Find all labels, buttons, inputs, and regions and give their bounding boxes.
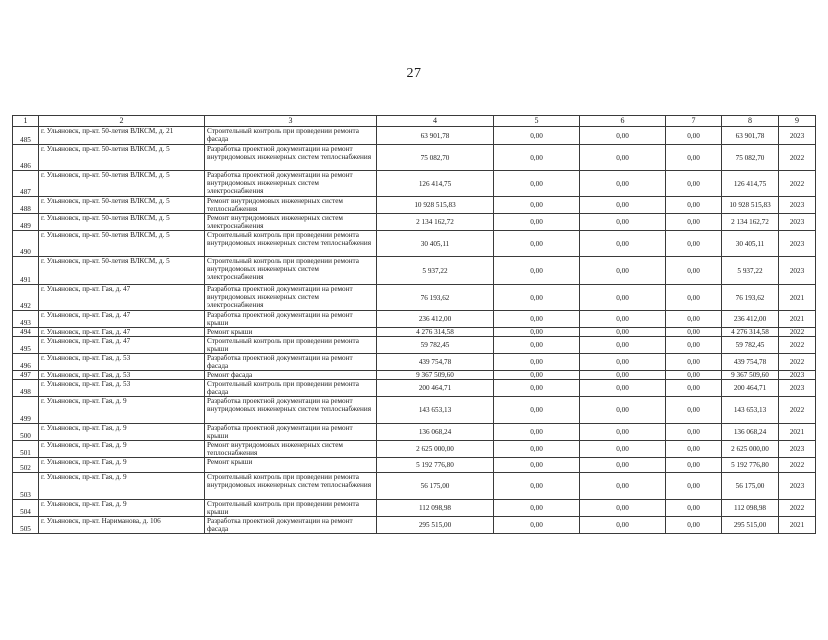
cost-cell-col8: 2 134 162,72 (722, 214, 779, 231)
cost-cell-col5: 0,00 (494, 285, 580, 311)
address-cell: г. Ульяновск, пр-кт. 50-летия ВЛКСМ, д. 21 (39, 127, 205, 145)
row-number: 499 (13, 397, 39, 424)
row-number: 498 (13, 380, 39, 397)
column-header: 3 (205, 116, 377, 127)
cost-cell-col5: 0,00 (494, 231, 580, 257)
cost-cell-col7: 0,00 (666, 311, 722, 328)
address-cell: г. Ульяновск, пр-кт. 50-летия ВЛКСМ, д. 5 (39, 257, 205, 285)
address-cell: г. Ульяновск, пр-кт. Гая, д. 47 (39, 328, 205, 337)
work-type-cell: Разработка проектной документации на ремонт внутридомовых инженерных систем теплоснабжения (205, 397, 377, 424)
table-row (13, 354, 816, 371)
page-number: 27 (406, 66, 422, 81)
cost-cell-col6: 0,00 (580, 231, 666, 257)
row-number: 491 (13, 257, 39, 285)
cost-cell-col6: 0,00 (580, 197, 666, 214)
work-type-cell: Разработка проектной документации на ремонт крыши (205, 311, 377, 328)
cost-cell-col8: 112 098,98 (722, 500, 779, 517)
cost-cell-col6: 0,00 (580, 441, 666, 458)
work-type-cell: Строительный контроль при проведении ремонта внутридомовых инженерных систем теплоснабжения (205, 473, 377, 500)
cost-cell-col8: 10 928 515,83 (722, 197, 779, 214)
work-type-cell: Строительный контроль при проведении ремонта фасада (205, 127, 377, 145)
cost-cell-col7: 0,00 (666, 285, 722, 311)
cost-cell-col8: 76 193,62 (722, 285, 779, 311)
cost-cell-col5: 0,00 (494, 517, 580, 534)
total-cost-cell: 2 625 000,00 (377, 441, 494, 458)
year-cell: 2022 (779, 500, 816, 517)
total-cost-cell: 143 653,13 (377, 397, 494, 424)
table-row (13, 197, 816, 214)
work-type-cell: Разработка проектной документации на ремонт фасада (205, 517, 377, 534)
cost-cell-col6: 0,00 (580, 171, 666, 197)
year-cell: 2021 (779, 424, 816, 441)
total-cost-cell: 63 901,78 (377, 127, 494, 145)
cost-cell-col6: 0,00 (580, 397, 666, 424)
address-cell: г. Ульяновск, пр-кт. 50-летия ВЛКСМ, д. 5 (39, 231, 205, 257)
address-cell: г. Ульяновск, пр-кт. Гая, д. 9 (39, 424, 205, 441)
address-cell: г. Ульяновск, пр-кт. 50-летия ВЛКСМ, д. 5 (39, 145, 205, 171)
year-cell: 2023 (779, 441, 816, 458)
cost-cell-col8: 63 901,78 (722, 127, 779, 145)
year-cell: 2023 (779, 214, 816, 231)
cost-cell-col5: 0,00 (494, 473, 580, 500)
table-row (13, 171, 816, 197)
year-cell: 2021 (779, 285, 816, 311)
cost-cell-col8: 59 782,45 (722, 337, 779, 354)
total-cost-cell: 10 928 515,83 (377, 197, 494, 214)
column-header: 6 (580, 116, 666, 127)
cost-cell-col6: 0,00 (580, 127, 666, 145)
total-cost-cell: 59 782,45 (377, 337, 494, 354)
row-number: 505 (13, 517, 39, 534)
cost-cell-col5: 0,00 (494, 458, 580, 473)
cost-cell-col7: 0,00 (666, 171, 722, 197)
cost-cell-col5: 0,00 (494, 171, 580, 197)
cost-cell-col7: 0,00 (666, 380, 722, 397)
year-cell: 2021 (779, 517, 816, 534)
cost-cell-col8: 5 937,22 (722, 257, 779, 285)
cost-cell-col8: 75 082,70 (722, 145, 779, 171)
cost-cell-col7: 0,00 (666, 337, 722, 354)
work-type-cell: Ремонт внутридомовых инженерных систем теплоснабжения (205, 197, 377, 214)
cost-cell-col6: 0,00 (580, 500, 666, 517)
row-number: 490 (13, 231, 39, 257)
address-cell: г. Ульяновск, пр-кт. 50-летия ВЛКСМ, д. 5 (39, 171, 205, 197)
cost-cell-col7: 0,00 (666, 214, 722, 231)
year-cell: 2022 (779, 397, 816, 424)
cost-cell-col6: 0,00 (580, 257, 666, 285)
year-cell: 2022 (779, 354, 816, 371)
cost-cell-col8: 9 367 509,60 (722, 371, 779, 380)
table-row (13, 145, 816, 171)
table-row (13, 380, 816, 397)
address-cell: г. Ульяновск, пр-кт. Гая, д. 53 (39, 371, 205, 380)
address-cell: г. Ульяновск, пр-кт. Гая, д. 9 (39, 397, 205, 424)
cost-cell-col7: 0,00 (666, 354, 722, 371)
cost-cell-col5: 0,00 (494, 145, 580, 171)
cost-cell-col5: 0,00 (494, 311, 580, 328)
row-number: 504 (13, 500, 39, 517)
year-cell: 2023 (779, 197, 816, 214)
work-type-cell: Разработка проектной документации на ремонт внутридомовых инженерных систем электроснабжения (205, 171, 377, 197)
cost-cell-col6: 0,00 (580, 354, 666, 371)
cost-cell-col7: 0,00 (666, 441, 722, 458)
row-number: 501 (13, 441, 39, 458)
repair-program-table (12, 115, 816, 534)
table-row (13, 473, 816, 500)
cost-cell-col8: 136 068,24 (722, 424, 779, 441)
table-header-row (13, 116, 816, 127)
cost-cell-col8: 30 405,11 (722, 231, 779, 257)
table-row (13, 257, 816, 285)
row-number: 500 (13, 424, 39, 441)
year-cell: 2022 (779, 145, 816, 171)
table-row (13, 458, 816, 473)
work-type-cell: Строительный контроль при проведении ремонта крыши (205, 500, 377, 517)
cost-cell-col8: 2 625 000,00 (722, 441, 779, 458)
work-type-cell: Разработка проектной документации на ремонт внутридомовых инженерных систем электроснабжения (205, 285, 377, 311)
address-cell: г. Ульяновск, пр-кт. Гая, д. 9 (39, 500, 205, 517)
row-number: 497 (13, 371, 39, 380)
cost-cell-col8: 56 175,00 (722, 473, 779, 500)
cost-cell-col6: 0,00 (580, 424, 666, 441)
address-cell: г. Ульяновск, пр-кт. Гая, д. 53 (39, 354, 205, 371)
total-cost-cell: 136 068,24 (377, 424, 494, 441)
row-number: 492 (13, 285, 39, 311)
cost-cell-col5: 0,00 (494, 371, 580, 380)
table-row (13, 500, 816, 517)
cost-cell-col7: 0,00 (666, 424, 722, 441)
table-row (13, 397, 816, 424)
row-number: 488 (13, 197, 39, 214)
cost-cell-col5: 0,00 (494, 500, 580, 517)
row-number: 496 (13, 354, 39, 371)
work-type-cell: Ремонт крыши (205, 458, 377, 473)
year-cell: 2023 (779, 127, 816, 145)
cost-cell-col6: 0,00 (580, 371, 666, 380)
table-row (13, 337, 816, 354)
year-cell: 2021 (779, 311, 816, 328)
cost-cell-col8: 126 414,75 (722, 171, 779, 197)
row-number: 503 (13, 473, 39, 500)
work-type-cell: Строительный контроль при проведении ремонта внутридомовых инженерных систем теплоснабжения (205, 231, 377, 257)
cost-cell-col8: 236 412,00 (722, 311, 779, 328)
total-cost-cell: 295 515,00 (377, 517, 494, 534)
table-row (13, 127, 816, 145)
cost-cell-col5: 0,00 (494, 214, 580, 231)
year-cell: 2022 (779, 458, 816, 473)
work-type-cell: Ремонт крыши (205, 328, 377, 337)
cost-cell-col8: 143 653,13 (722, 397, 779, 424)
cost-cell-col8: 4 276 314,58 (722, 328, 779, 337)
total-cost-cell: 200 464,71 (377, 380, 494, 397)
address-cell: г. Ульяновск, пр-кт. 50-летия ВЛКСМ, д. 5 (39, 214, 205, 231)
total-cost-cell: 5 937,22 (377, 257, 494, 285)
row-number: 486 (13, 145, 39, 171)
cost-cell-col7: 0,00 (666, 517, 722, 534)
total-cost-cell: 112 098,98 (377, 500, 494, 517)
cost-cell-col7: 0,00 (666, 145, 722, 171)
table-row (13, 441, 816, 458)
work-type-cell: Ремонт фасада (205, 371, 377, 380)
total-cost-cell: 76 193,62 (377, 285, 494, 311)
cost-cell-col6: 0,00 (580, 458, 666, 473)
cost-cell-col5: 0,00 (494, 441, 580, 458)
cost-cell-col5: 0,00 (494, 380, 580, 397)
cost-cell-col7: 0,00 (666, 458, 722, 473)
address-cell: г. Ульяновск, пр-кт. Гая, д. 9 (39, 473, 205, 500)
cost-cell-col5: 0,00 (494, 397, 580, 424)
total-cost-cell: 126 414,75 (377, 171, 494, 197)
year-cell: 2023 (779, 380, 816, 397)
total-cost-cell: 56 175,00 (377, 473, 494, 500)
total-cost-cell: 4 276 314,58 (377, 328, 494, 337)
cost-cell-col5: 0,00 (494, 328, 580, 337)
total-cost-cell: 2 134 162,72 (377, 214, 494, 231)
cost-cell-col6: 0,00 (580, 285, 666, 311)
table-row (13, 371, 816, 380)
year-cell: 2023 (779, 371, 816, 380)
total-cost-cell: 5 192 776,80 (377, 458, 494, 473)
work-type-cell: Ремонт внутридомовых инженерных систем теплоснабжения (205, 441, 377, 458)
cost-cell-col6: 0,00 (580, 337, 666, 354)
column-header: 8 (722, 116, 779, 127)
cost-cell-col5: 0,00 (494, 337, 580, 354)
table-row (13, 424, 816, 441)
total-cost-cell: 9 367 509,60 (377, 371, 494, 380)
address-cell: г. Ульяновск, пр-кт. Нариманова, д. 106 (39, 517, 205, 534)
address-cell: г. Ульяновск, пр-кт. Гая, д. 47 (39, 285, 205, 311)
row-number: 493 (13, 311, 39, 328)
cost-cell-col6: 0,00 (580, 328, 666, 337)
table-row (13, 214, 816, 231)
work-type-cell: Строительный контроль при проведении ремонта внутридомовых инженерных систем электроснабжения (205, 257, 377, 285)
work-type-cell: Разработка проектной документации на ремонт фасада (205, 354, 377, 371)
column-header: 4 (377, 116, 494, 127)
cost-cell-col5: 0,00 (494, 424, 580, 441)
address-cell: г. Ульяновск, пр-кт. Гая, д. 47 (39, 337, 205, 354)
table-row (13, 328, 816, 337)
year-cell: 2022 (779, 328, 816, 337)
cost-cell-col6: 0,00 (580, 311, 666, 328)
cost-cell-col7: 0,00 (666, 500, 722, 517)
cost-cell-col6: 0,00 (580, 214, 666, 231)
cost-cell-col5: 0,00 (494, 257, 580, 285)
total-cost-cell: 75 082,70 (377, 145, 494, 171)
address-cell: г. Ульяновск, пр-кт. Гая, д. 47 (39, 311, 205, 328)
cost-cell-col7: 0,00 (666, 397, 722, 424)
address-cell: г. Ульяновск, пр-кт. Гая, д. 9 (39, 441, 205, 458)
table-row (13, 231, 816, 257)
cost-cell-col8: 5 192 776,80 (722, 458, 779, 473)
work-type-cell: Разработка проектной документации на ремонт внутридомовых инженерных систем теплоснабжения (205, 145, 377, 171)
work-type-cell: Строительный контроль при проведении ремонта фасада (205, 380, 377, 397)
cost-cell-col7: 0,00 (666, 197, 722, 214)
cost-cell-col6: 0,00 (580, 473, 666, 500)
column-header: 5 (494, 116, 580, 127)
table-row (13, 517, 816, 534)
address-cell: г. Ульяновск, пр-кт. Гая, д. 9 (39, 458, 205, 473)
cost-cell-col5: 0,00 (494, 197, 580, 214)
cost-cell-col5: 0,00 (494, 127, 580, 145)
year-cell: 2023 (779, 231, 816, 257)
cost-cell-col8: 439 754,78 (722, 354, 779, 371)
address-cell: г. Ульяновск, пр-кт. 50-летия ВЛКСМ, д. 5 (39, 197, 205, 214)
row-number: 495 (13, 337, 39, 354)
total-cost-cell: 236 412,00 (377, 311, 494, 328)
row-number: 502 (13, 458, 39, 473)
row-number: 489 (13, 214, 39, 231)
cost-cell-col6: 0,00 (580, 380, 666, 397)
work-type-cell: Разработка проектной документации на ремонт крыши (205, 424, 377, 441)
cost-cell-col8: 200 464,71 (722, 380, 779, 397)
row-number: 494 (13, 328, 39, 337)
address-cell: г. Ульяновск, пр-кт. Гая, д. 53 (39, 380, 205, 397)
cost-cell-col7: 0,00 (666, 257, 722, 285)
cost-cell-col7: 0,00 (666, 127, 722, 145)
work-type-cell: Строительный контроль при проведении ремонта крыши (205, 337, 377, 354)
year-cell: 2022 (779, 171, 816, 197)
total-cost-cell: 439 754,78 (377, 354, 494, 371)
year-cell: 2023 (779, 473, 816, 500)
cost-cell-col6: 0,00 (580, 517, 666, 534)
work-type-cell: Ремонт внутридомовых инженерных систем электроснабжения (205, 214, 377, 231)
column-header: 9 (779, 116, 816, 127)
year-cell: 2022 (779, 337, 816, 354)
row-number: 485 (13, 127, 39, 145)
year-cell: 2023 (779, 257, 816, 285)
cost-cell-col8: 295 515,00 (722, 517, 779, 534)
column-header: 2 (39, 116, 205, 127)
table-row (13, 285, 816, 311)
cost-cell-col7: 0,00 (666, 231, 722, 257)
cost-cell-col7: 0,00 (666, 328, 722, 337)
column-header: 7 (666, 116, 722, 127)
cost-cell-col7: 0,00 (666, 473, 722, 500)
cost-cell-col7: 0,00 (666, 371, 722, 380)
row-number: 487 (13, 171, 39, 197)
column-header: 1 (13, 116, 39, 127)
cost-cell-col5: 0,00 (494, 354, 580, 371)
total-cost-cell: 30 405,11 (377, 231, 494, 257)
table-row (13, 311, 816, 328)
cost-cell-col6: 0,00 (580, 145, 666, 171)
